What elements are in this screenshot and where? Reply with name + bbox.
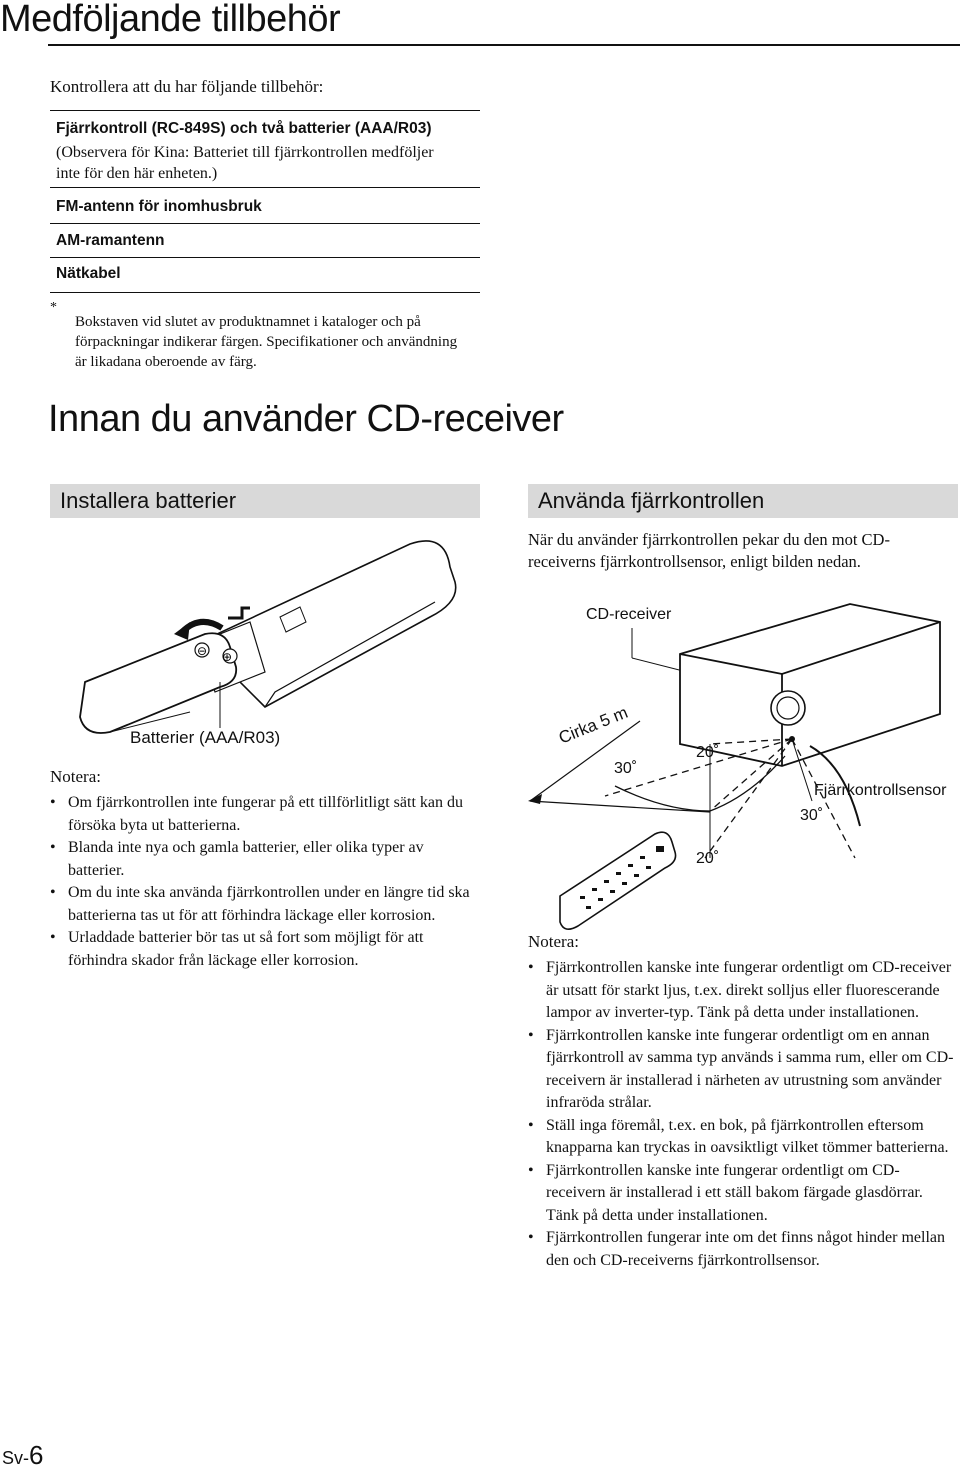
before-use-title: Innan du använder CD-receiver	[48, 398, 564, 440]
battery-install-figure	[50, 522, 480, 752]
remote-key	[616, 872, 621, 875]
battery-note-text: Blanda inte nya och gamla batterier, eller olika typer av batterier.	[68, 839, 424, 879]
minus-mark: ⊖	[197, 644, 208, 658]
remote-key	[580, 896, 585, 899]
receiver-body	[680, 604, 940, 766]
remote-intro-line: receiverns fjärrkontrollsensor, enligt bilden nedan.	[528, 552, 861, 571]
footnote-line: Bokstaven vid slutet av produktnamnet i kataloger och på	[75, 314, 421, 330]
arrow-head	[528, 794, 542, 804]
angle-label-20-bottom: 20˚	[696, 850, 720, 867]
page-digit: 6	[29, 1440, 44, 1470]
volume-knob-inner	[777, 697, 799, 719]
remote-note-text: Fjärrkontrollen kanske inte fungerar ordentligt om CD-receivern är installerad i ett ställ bakom färgade glasdörrar. Tänk på detta under installationen.	[546, 1161, 923, 1224]
accessory-remote-note-2: inte för den här enheten.)	[56, 165, 218, 182]
battery-note-text: Urladdade batterier bör tas ut så fort som möjligt för att förhindra skador från läckage eller korrosion.	[68, 929, 424, 969]
accessory-rule	[50, 187, 480, 188]
footnote-text	[75, 312, 457, 372]
push-arrow-icon	[228, 608, 250, 618]
battery-note-item: • Blanda inte nya och gamla batterier, eller olika typer av batterier.	[50, 839, 424, 879]
page-number	[2, 1440, 43, 1471]
remote-key	[592, 888, 597, 891]
remote-key	[598, 898, 603, 901]
battery-note-item: • Urladdade batterier bör tas ut så fort som möjligt för att förhindra skador från läckage eller korrosion.	[50, 929, 424, 969]
accessories-intro: Kontrollera att du har följande tillbehör:	[50, 77, 324, 96]
accessory-remote-title: Fjärrkontroll (RC-849S) och två batterier (AAA/R03)	[56, 120, 432, 137]
accessory-rule-bottom	[50, 292, 480, 293]
angle-label-30-left: 30˚	[614, 760, 638, 777]
remote-note-text: Fjärrkontrollen fungerar inte om det finns något hinder mellan den och CD-receiverns fjärrkontrollsensor.	[546, 1229, 945, 1269]
remote-key	[610, 890, 615, 893]
remote-note-title: Notera:	[528, 932, 579, 951]
battery-note-text: Om fjärrkontrollen inte fungerar på ett tillförlitligt sätt kan du försöka byta ut batterierna.	[68, 794, 463, 834]
battery-cover	[80, 633, 236, 733]
remote-key	[634, 874, 639, 877]
remote-note-text: Ställ inga föremål, t.ex. en bok, på fjärrkontrollen eftersom knapparna kan tryckas in oavsiktligt vilket tömmer batterierna.	[546, 1116, 949, 1156]
remote-key	[640, 856, 645, 859]
distance-line	[530, 801, 710, 812]
remote-key	[646, 866, 651, 869]
section-heading-remote: Använda fjärrkontrollen	[528, 484, 958, 518]
remote-range-figure	[520, 596, 960, 936]
footnote-mark: *	[50, 300, 57, 315]
arrow-head	[174, 622, 190, 640]
battery-note-title: Notera:	[50, 767, 101, 786]
remote-note-text: Fjärrkontrollen kanske inte fungerar ordentligt om CD-receiver är utsatt för starkt ljus, t.ex. direkt solljus eller fluorescerande lampor av inverter-typ. Tänk på detta under installationen.	[546, 959, 952, 1021]
remote-note-text: Fjärrkontrollen kanske inte fungerar ordentligt om en annan fjärrkontroll av samma typ används i samma rum, eller om CD-receivern är installerad i närheten av utrustning som använder infraröda strålar.	[546, 1026, 954, 1111]
battery-note-text: Om du inte ska använda fjärrkontrollen under en längre tid ska batterierna tas ut för att förhindra läckage eller korrosion.	[68, 884, 470, 924]
remote-note-item: • Fjärrkontrollen kanske inte fungerar ordentligt om CD-receivern är installerad i ett ställ bakom färgade glasdörrar. Tänk på detta under installationen.	[528, 1161, 923, 1224]
remote-key	[586, 906, 591, 909]
battery-label: Batterier (AAA/R03)	[130, 728, 281, 747]
remote-key	[628, 864, 633, 867]
accessory-remote-note-1: (Observera för Kina: Batteriet till fjärrkontrollen medföljer	[56, 144, 434, 161]
angle-label-20-top: 20˚	[696, 744, 720, 761]
remote-key	[622, 882, 627, 885]
footnote-line: är likadana oberoende av färg.	[75, 354, 257, 370]
accessory-am-antenna: AM-ramantenn	[56, 232, 165, 249]
sensor-label: Fjärrkontrollsensor	[814, 782, 947, 799]
remote-note-item: • Fjärrkontrollen kanske inte fungerar ordentligt om CD-receiver är utsatt för starkt ljus, t.ex. direkt solljus eller fluorescerande lampor av inverter-typ. Tänk på detta under installationen.	[528, 959, 952, 1021]
plus-mark: ⊕	[222, 650, 233, 664]
battery-note-item: • Om du inte ska använda fjärrkontrollen under en längre tid ska batterierna tas ut för att förhindra läckage eller korrosion.	[50, 884, 470, 924]
battery-note-item: • Om fjärrkontrollen inte fungerar på ett tillförlitligt sätt kan du försöka byta ut batterierna.	[50, 794, 463, 834]
remote-note-item: • Fjärrkontrollen kanske inte fungerar ordentligt om en annan fjärrkontroll av samma typ används i samma rum, eller om CD-receivern är installerad i närheten av utrustning som använder infraröda strålar.	[528, 1026, 954, 1111]
remote-key	[656, 846, 664, 852]
remote-key	[604, 880, 609, 883]
title-rule	[48, 44, 960, 46]
accessory-rule	[50, 257, 480, 258]
accessory-rule	[50, 223, 480, 224]
angle-label-30-right: 30˚	[800, 807, 824, 824]
accessory-power-cord: Nätkabel	[56, 265, 121, 282]
accessory-fm-antenna: FM-antenn för inomhusbruk	[56, 198, 262, 215]
receiver-label: CD-receiver	[586, 606, 672, 623]
accessory-rule-top	[50, 110, 480, 111]
accessories-title: Medföljande tillbehör	[0, 0, 341, 40]
remote-notes	[528, 957, 958, 1272]
remote-note-item: • Ställ inga föremål, t.ex. en bok, på fjärrkontrollen eftersom knapparna kan tryckas in oavsiktligt vilket tömmer batterierna.	[528, 1116, 949, 1156]
remote-note-item: • Fjärrkontrollen fungerar inte om det finns något hinder mellan den och CD-receiverns fjärrkontrollsensor.	[528, 1229, 945, 1269]
section-heading-batteries: Installera batterier	[50, 484, 480, 518]
distance-label: Cirka 5 m	[556, 702, 631, 748]
page-prefix: Sv-	[2, 1448, 29, 1468]
battery-notes	[50, 792, 480, 972]
footnote-line: förpackningar indikerar färgen. Specifikationer och användning	[75, 334, 458, 350]
remote-intro-line: När du använder fjärrkontrollen pekar du den mot CD-	[528, 530, 890, 549]
remote-intro	[528, 529, 890, 573]
